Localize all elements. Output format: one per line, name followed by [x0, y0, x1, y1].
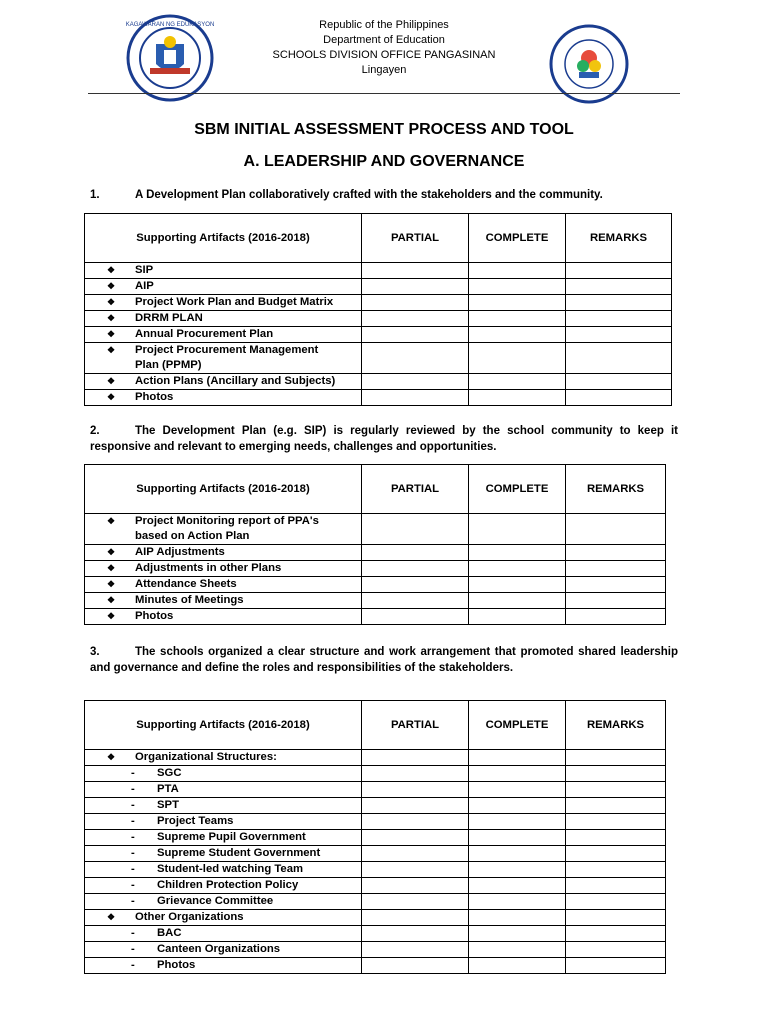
- artifact-label: Annual Procurement Plan: [135, 328, 274, 340]
- table-row: [85, 295, 672, 311]
- dash-bullet-icon: -: [131, 959, 135, 971]
- artifact-label: PTA: [157, 783, 179, 795]
- dash-bullet-icon: -: [131, 927, 135, 939]
- dash-bullet-icon: -: [131, 895, 135, 907]
- table-row: [85, 263, 672, 279]
- criterion-text: The Development Plan (e.g. SIP) is regularly reviewed by the school community to keep it responsive and relevant to emerging needs, challenges and opportunities.: [90, 425, 678, 453]
- diamond-bullet-icon: ❖: [107, 611, 116, 621]
- dash-bullet-icon: -: [131, 783, 135, 795]
- table-row: [85, 545, 666, 561]
- table-row: [85, 942, 666, 958]
- diamond-bullet-icon: ❖: [107, 579, 116, 589]
- artifact-label: SPT: [157, 799, 179, 811]
- artifact-label: SGC: [157, 767, 182, 779]
- table-row: [85, 577, 666, 593]
- criterion-3: [90, 644, 678, 676]
- dash-bullet-icon: -: [131, 847, 135, 859]
- col-header-artifacts: Supporting Artifacts (2016-2018): [85, 701, 362, 750]
- col-header-artifacts: Supporting Artifacts (2016-2018): [85, 465, 362, 514]
- criterion-2: [90, 423, 678, 455]
- table-row: [85, 311, 672, 327]
- document-header: [0, 18, 768, 78]
- dash-bullet-icon: -: [131, 943, 135, 955]
- artifact-label: AIP Adjustments: [135, 546, 225, 558]
- artifact-label: Project Teams: [157, 815, 234, 827]
- artifact-label: Canteen Organizations: [157, 943, 281, 955]
- dash-bullet-icon: -: [131, 815, 135, 827]
- col-header-complete: COMPLETE: [469, 701, 566, 750]
- col-header-remarks: REMARKS: [566, 214, 672, 263]
- artifact-label: Project Work Plan and Budget Matrix: [135, 296, 334, 308]
- table-row: [85, 782, 666, 798]
- artifact-label: AIP: [135, 280, 154, 292]
- table-row: [85, 327, 672, 343]
- artifacts-table-3: [84, 700, 666, 974]
- diamond-bullet-icon: ❖: [107, 752, 116, 762]
- artifact-label: DRRM PLAN: [135, 312, 203, 324]
- diamond-bullet-icon: ❖: [107, 563, 116, 573]
- header-line-republic: Republic of the Philippines: [319, 19, 449, 31]
- artifact-label: Project Procurement Management Plan (PPMP): [135, 344, 319, 371]
- artifacts-table-1: [84, 213, 672, 406]
- division-office-seal-logo: [549, 24, 629, 104]
- diamond-bullet-icon: ❖: [107, 547, 116, 557]
- diamond-bullet-icon: ❖: [107, 345, 116, 355]
- criterion-number: 1.: [90, 189, 100, 201]
- criterion-text: A Development Plan collaboratively crafted with the stakeholders and the community.: [135, 189, 603, 201]
- artifacts-table-2: [84, 464, 666, 625]
- document-title: SBM INITIAL ASSESSMENT PROCESS AND TOOL: [194, 121, 574, 138]
- col-header-partial: PARTIAL: [362, 465, 469, 514]
- table-row: [85, 958, 666, 974]
- section-title: A. LEADERSHIP AND GOVERNANCE: [243, 153, 525, 170]
- dash-bullet-icon: -: [131, 863, 135, 875]
- header-divider: [88, 93, 680, 94]
- table-row: [85, 750, 666, 766]
- col-header-complete: COMPLETE: [469, 214, 566, 263]
- artifact-label: Adjustments in other Plans: [135, 562, 282, 574]
- table-row: [85, 830, 666, 846]
- diamond-bullet-icon: ❖: [107, 281, 116, 291]
- dash-bullet-icon: -: [131, 879, 135, 891]
- artifact-label: Grievance Committee: [157, 895, 274, 907]
- table-row: [85, 343, 672, 374]
- artifact-group-label: Other Organizations: [135, 911, 244, 923]
- table-row: [85, 878, 666, 894]
- table-row: [85, 561, 666, 577]
- diamond-bullet-icon: ❖: [107, 376, 116, 386]
- header-line-division: SCHOOLS DIVISION OFFICE PANGASINAN: [272, 49, 496, 61]
- criterion-number: 2.: [90, 425, 100, 437]
- diamond-bullet-icon: ❖: [107, 313, 116, 323]
- table-row: [85, 814, 666, 830]
- table-row: [85, 374, 672, 390]
- artifact-label: Project Monitoring report of PPA's based on Action Plan: [135, 515, 319, 542]
- artifact-label: Minutes of Meetings: [135, 594, 244, 606]
- diamond-bullet-icon: ❖: [107, 265, 116, 275]
- criterion-text: The schools organized a clear structure and work arrangement that promoted shared leadership and governance and define the roles and responsibilities of the stakeholders.: [90, 646, 678, 674]
- criterion-1: [90, 187, 678, 203]
- artifact-label: Photos: [135, 391, 174, 403]
- table-row: [85, 390, 672, 406]
- artifact-label: Children Protection Policy: [157, 879, 299, 891]
- table-row: [85, 846, 666, 862]
- table-row: [85, 862, 666, 878]
- table-row: [85, 593, 666, 609]
- diamond-bullet-icon: ❖: [107, 392, 116, 402]
- table-row: [85, 514, 666, 545]
- col-header-remarks: REMARKS: [566, 465, 666, 514]
- dash-bullet-icon: -: [131, 767, 135, 779]
- artifact-label: Attendance Sheets: [135, 578, 237, 590]
- artifact-label: Supreme Pupil Government: [157, 831, 306, 843]
- col-header-partial: PARTIAL: [362, 214, 469, 263]
- col-header-complete: COMPLETE: [469, 465, 566, 514]
- diamond-bullet-icon: ❖: [107, 912, 116, 922]
- diamond-bullet-icon: ❖: [107, 516, 116, 526]
- col-header-artifacts: Supporting Artifacts (2016-2018): [85, 214, 362, 263]
- artifact-label: Action Plans (Ancillary and Subjects): [135, 375, 336, 387]
- artifact-label: Photos: [135, 610, 174, 622]
- table-row: [85, 609, 666, 625]
- artifact-label: BAC: [157, 927, 182, 939]
- artifact-label: Supreme Student Government: [157, 847, 321, 859]
- dash-bullet-icon: -: [131, 831, 135, 843]
- diamond-bullet-icon: ❖: [107, 595, 116, 605]
- table-row: [85, 766, 666, 782]
- artifact-label: SIP: [135, 264, 154, 276]
- diamond-bullet-icon: ❖: [107, 329, 116, 339]
- table-row: [85, 910, 666, 926]
- artifact-group-label: Organizational Structures:: [135, 751, 277, 763]
- dash-bullet-icon: -: [131, 799, 135, 811]
- header-line-location: Lingayen: [361, 64, 407, 76]
- criterion-number: 3.: [90, 646, 100, 658]
- table-row: [85, 926, 666, 942]
- col-header-remarks: REMARKS: [566, 701, 666, 750]
- table-row: [85, 894, 666, 910]
- col-header-partial: PARTIAL: [362, 701, 469, 750]
- header-line-department: Department of Education: [323, 34, 445, 46]
- artifact-label: Photos: [157, 959, 196, 971]
- artifact-label: Student-led watching Team: [157, 863, 304, 875]
- table-row: [85, 798, 666, 814]
- diamond-bullet-icon: ❖: [107, 297, 116, 307]
- svg-text:KAGAWARAN NG EDUKASYON: KAGAWARAN NG EDUKASYON: [126, 22, 214, 28]
- table-row: [85, 279, 672, 295]
